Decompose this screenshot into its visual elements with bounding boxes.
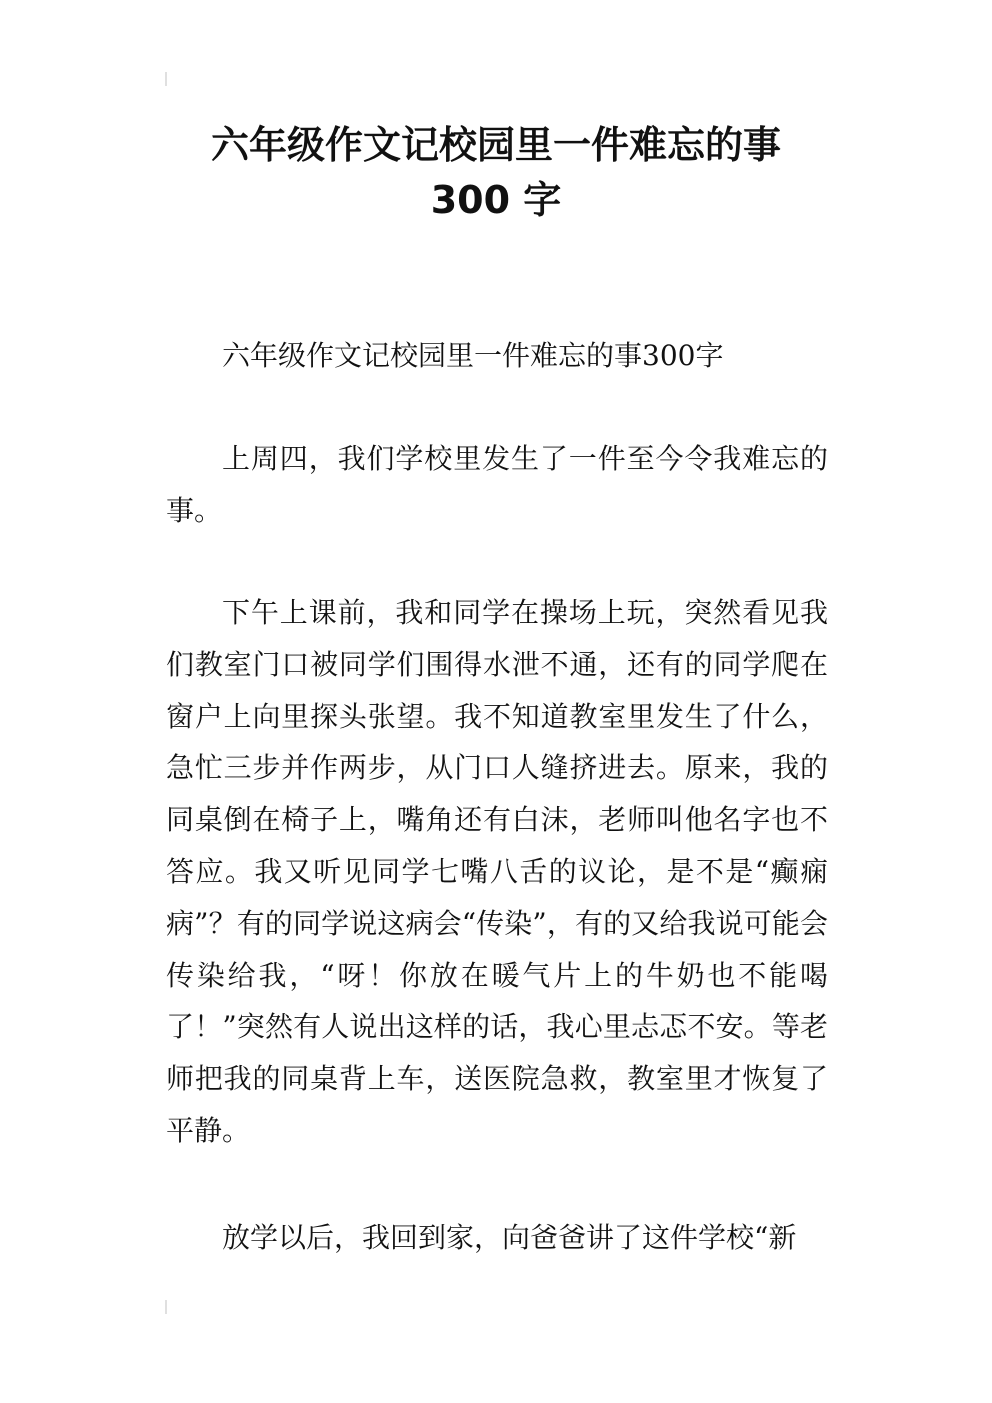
title-line-1: 六年级作文记校园里一件难忘的事 bbox=[210, 123, 781, 167]
paragraph-2: 下午上课前，我和同学在操场上玩，突然看见我们教室门口被同学们围得水泄不通，还有的同学爬在窗户上向里探头张望。我不知道教室里发生了什么，急忙三步并作两步，从门口人缝挤进去。原来，我的同桌倒在椅子上，嘴角还有白沫，老师叫他名字也不答应。我又听见同学七嘴八舌的议论，是不是“癫痫病”？有的同学说这病会“传染”，有的又给我说可能会传染给我，“呀！你放在暖气片上的牛奶也不能喝了！”突然有人说出这样的话，我心里忐忑不安。等老师把我的同桌背上车，送医院急救，教室里才恢复了平静。 bbox=[166, 596, 828, 1147]
title-line-2: 300 字 bbox=[430, 178, 562, 222]
crop-mark-top bbox=[165, 72, 167, 86]
paragraph-3: 放学以后，我回到家，向爸爸讲了这件学校“新 bbox=[222, 1221, 797, 1254]
crop-mark-bottom bbox=[165, 1300, 167, 1314]
paragraph-subtitle: 六年级作文记校园里一件难忘的事300字 bbox=[222, 339, 724, 372]
paragraph-1: 上周四，我们学校里发生了一件至今令我难忘的事。 bbox=[166, 442, 828, 527]
document-title bbox=[100, 118, 892, 228]
